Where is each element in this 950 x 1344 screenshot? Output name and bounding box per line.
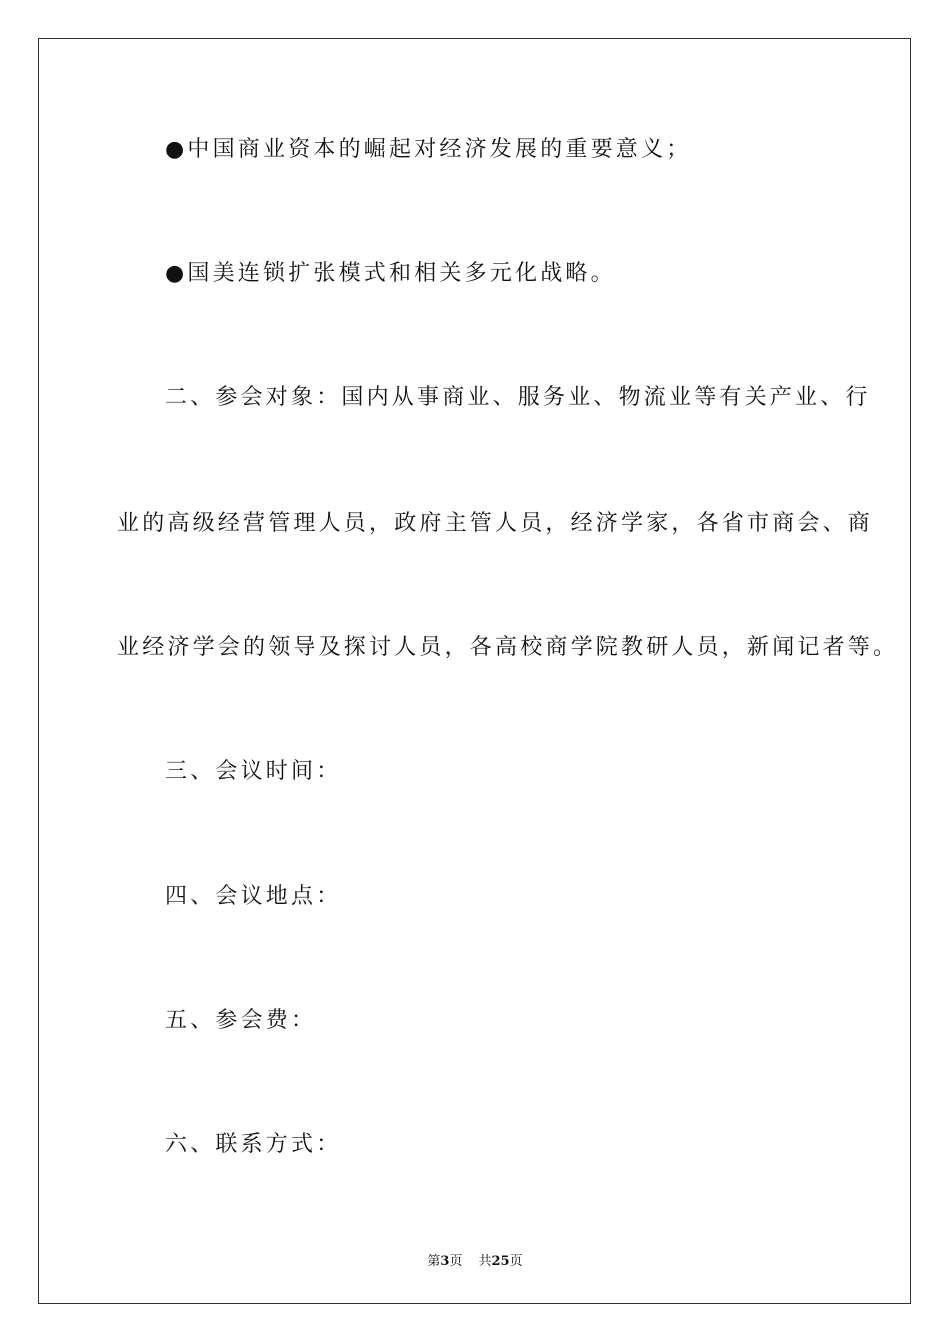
page-prefix: 第 (427, 1254, 441, 1269)
section-attendees-line-3: 业经济学会的领导及探讨人员，各高校商学院教研人员，新闻记者等。 (117, 635, 899, 660)
bullet-item-1: ●中国商业资本的崛起对经济发展的重要意义； (165, 137, 692, 162)
page-footer (0, 1250, 950, 1269)
total-pages: 25 (491, 1254, 510, 1269)
section-meeting-time: 三、会议时间： (165, 759, 342, 784)
page-suffix: 页 (449, 1254, 463, 1269)
section-attendees-line-2: 业的高级经营管理人员，政府主管人员，经济学家，各省市商会、商 (117, 511, 874, 536)
section-contact: 六、联系方式： (165, 1132, 342, 1157)
section-meeting-location: 四、会议地点： (165, 884, 342, 909)
total-prefix: 共 (478, 1254, 492, 1269)
bullet-item-2: ●国美连锁扩张模式和相关多元化战略。 (165, 261, 616, 286)
page-number: 3 (440, 1254, 450, 1269)
total-suffix: 页 (509, 1254, 523, 1269)
page-border (38, 38, 911, 1304)
section-fee: 五、参会费： (165, 1008, 317, 1033)
section-attendees-line-1: 二、参会对象：国内从事商业、服务业、物流业等有关产业、行 (165, 385, 871, 410)
